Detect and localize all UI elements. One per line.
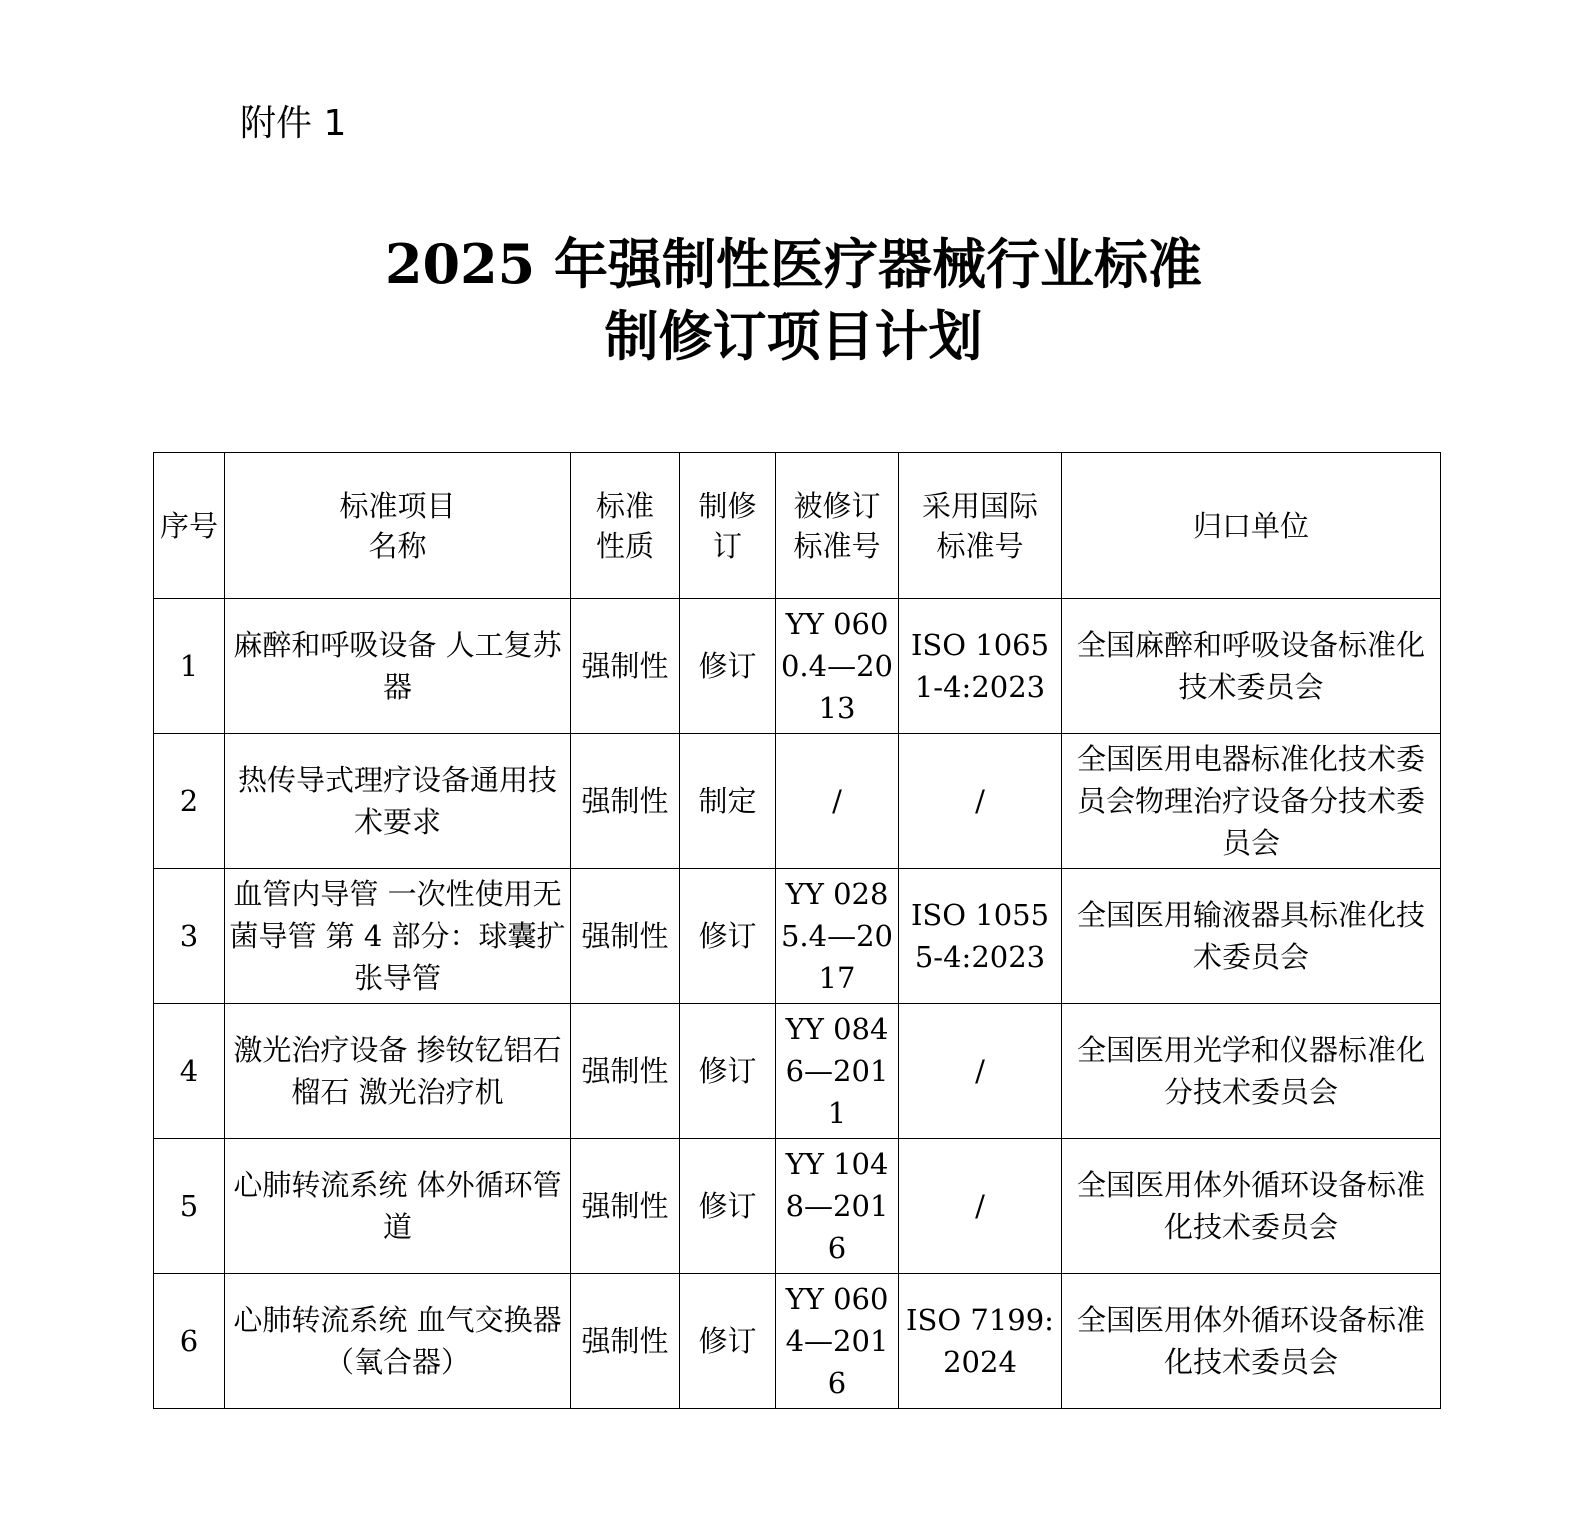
cell-nature: 强制性 [571, 1274, 680, 1409]
cell-index: 6 [154, 1274, 225, 1409]
cell-intl-std: / [899, 1139, 1062, 1274]
table-row [154, 599, 1441, 734]
cell-name: 麻醉和呼吸设备 人工复苏器 [225, 599, 571, 734]
cell-type: 修订 [680, 599, 776, 734]
attachment-label: 附件 1 [240, 103, 347, 144]
cell-intl-std: ISO 7199:2024 [899, 1274, 1062, 1409]
cell-revised-std: / [776, 734, 899, 869]
header-name: 标准项目 名称 [225, 453, 571, 599]
cell-committee: 全国医用光学和仪器标准化分技术委员会 [1062, 1004, 1441, 1139]
header-committee: 归口单位 [1062, 453, 1441, 599]
cell-intl-std: ISO 10555-4:2023 [899, 869, 1062, 1004]
cell-type: 修订 [680, 1004, 776, 1139]
cell-revised-std: YY 0600.4—2013 [776, 599, 899, 734]
document-title [0, 228, 1587, 372]
cell-committee: 全国医用体外循环设备标准化技术委员会 [1062, 1139, 1441, 1274]
cell-committee: 全国医用输液器具标准化技术委员会 [1062, 869, 1441, 1004]
cell-name: 激光治疗设备 掺钕钇铝石榴石 激光治疗机 [225, 1004, 571, 1139]
standards-plan-table [153, 452, 1441, 1409]
cell-index: 5 [154, 1139, 225, 1274]
cell-intl-std: / [899, 1004, 1062, 1139]
cell-intl-std: / [899, 734, 1062, 869]
cell-type: 修订 [680, 1139, 776, 1274]
cell-index: 1 [154, 599, 225, 734]
cell-nature: 强制性 [571, 1004, 680, 1139]
title-line-2: 制修订项目计划 [604, 304, 983, 368]
table-row [154, 869, 1441, 1004]
table-row [154, 734, 1441, 869]
table-row [154, 1139, 1441, 1274]
cell-nature: 强制性 [571, 734, 680, 869]
cell-committee: 全国麻醉和呼吸设备标准化技术委员会 [1062, 599, 1441, 734]
cell-nature: 强制性 [571, 1139, 680, 1274]
cell-type: 修订 [680, 1274, 776, 1409]
header-index: 序号 [154, 453, 225, 599]
cell-name: 血管内导管 一次性使用无菌导管 第 4 部分：球囊扩张导管 [225, 869, 571, 1004]
cell-name: 心肺转流系统 血气交换器（氧合器） [225, 1274, 571, 1409]
cell-nature: 强制性 [571, 599, 680, 734]
cell-revised-std: YY 0285.4—2017 [776, 869, 899, 1004]
cell-index: 2 [154, 734, 225, 869]
cell-intl-std: ISO 10651-4:2023 [899, 599, 1062, 734]
table-row [154, 1274, 1441, 1409]
cell-committee: 全国医用体外循环设备标准化技术委员会 [1062, 1274, 1441, 1409]
cell-revised-std: YY 0604—2016 [776, 1274, 899, 1409]
cell-nature: 强制性 [571, 869, 680, 1004]
cell-type: 修订 [680, 869, 776, 1004]
header-revised-std: 被修订 标准号 [776, 453, 899, 599]
cell-name: 心肺转流系统 体外循环管道 [225, 1139, 571, 1274]
table-header-row [154, 453, 1441, 599]
table-row [154, 1004, 1441, 1139]
title-line-1: 2025 年强制性医疗器械行业标准 [384, 232, 1203, 296]
header-type: 制修 订 [680, 453, 776, 599]
header-nature: 标准 性质 [571, 453, 680, 599]
cell-revised-std: YY 1048—2016 [776, 1139, 899, 1274]
cell-index: 3 [154, 869, 225, 1004]
header-intl-std: 采用国际 标准号 [899, 453, 1062, 599]
cell-type: 制定 [680, 734, 776, 869]
cell-committee: 全国医用电器标准化技术委员会物理治疗设备分技术委员会 [1062, 734, 1441, 869]
cell-index: 4 [154, 1004, 225, 1139]
cell-name: 热传导式理疗设备通用技术要求 [225, 734, 571, 869]
cell-revised-std: YY 0846—2011 [776, 1004, 899, 1139]
